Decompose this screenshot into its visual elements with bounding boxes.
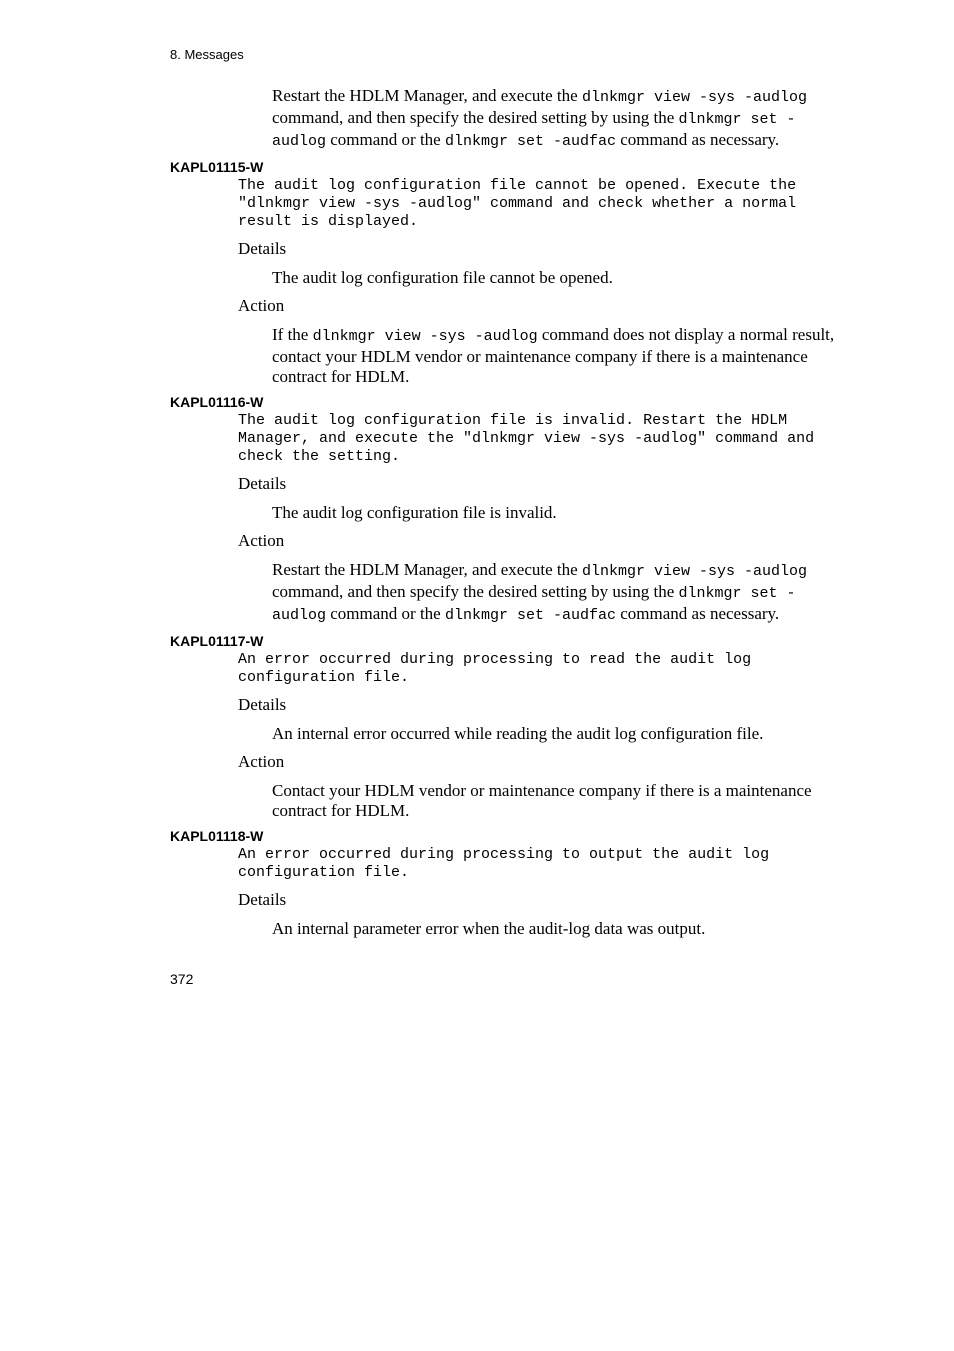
command-code: dlnkmgr view -sys -audlog [581,89,807,106]
text-run: command or the [326,604,445,623]
text-run: command as necessary. [616,130,780,149]
details-label: Details [238,695,287,714]
message-id: KAPL01117-W [170,633,264,649]
action-label: Action [238,531,285,550]
command-code: dlnkmgr set -audfac [444,133,617,150]
text-run: command as necessary. [616,604,780,623]
command-code: dlnkmgr set -audfac [444,607,617,624]
message-entry [0,159,954,387]
details-label: Details [238,239,287,258]
text-run: Restart the HDLM Manager, and execute the [272,560,582,579]
details-text: The audit log configuration file is invalid. [272,503,557,522]
text-run: command, and then specify the desired setting by using the [272,108,679,127]
message-id: KAPL01115-W [170,159,264,175]
message-entry [0,394,954,626]
message-text: The audit log configuration file cannot be opened. Execute the "dlnkmgr view -sys -audlog" command and check whether a normal result is displayed. [238,177,806,230]
message-entry [0,633,954,821]
command-code: dlnkmgr view -sys -audlog [581,563,807,580]
command-code: dlnkmgr set -audlog [272,585,796,624]
details-label: Details [238,890,287,909]
details-text: The audit log configuration file cannot be opened. [272,268,613,287]
action-text [272,781,847,821]
text-run: command or the [326,130,445,149]
text-run: Restart the HDLM Manager, and execute the [272,86,582,105]
action-label: Action [238,296,285,315]
details-text: An internal error occurred while reading the audit log configuration file. [272,724,764,743]
intro-action-text [272,86,847,152]
page-number: 372 [170,971,194,987]
action-text [272,560,847,626]
details-text: An internal parameter error when the audit-log data was output. [272,919,706,938]
details-label: Details [238,474,287,493]
running-header: 8. Messages [170,47,244,62]
text-run: Contact your HDLM vendor or maintenance company if there is a maintenance contract for HDLM. [272,781,812,820]
action-text [272,325,847,387]
message-text: An error occurred during processing to output the audit log configuration file. [238,846,779,881]
message-id: KAPL01118-W [170,828,264,844]
message-entry [0,828,954,939]
message-id: KAPL01116-W [170,394,264,410]
text-run: command does not display a normal result, contact your HDLM vendor or maintenance company if there is a maintenance contract for HDLM. [272,325,835,386]
message-text: An error occurred during processing to read the audit log configuration file. [238,651,761,686]
text-run: If the [272,325,313,344]
page-content [0,86,954,939]
command-code: dlnkmgr view -sys -audlog [312,328,538,345]
message-text: The audit log configuration file is invalid. Restart the HDLM Manager, and execute the "dlnkmgr view -sys -audlog" command and check the setting. [238,412,824,465]
text-run: command, and then specify the desired setting by using the [272,582,679,601]
action-label: Action [238,752,285,771]
command-code: dlnkmgr set -audlog [272,111,796,150]
